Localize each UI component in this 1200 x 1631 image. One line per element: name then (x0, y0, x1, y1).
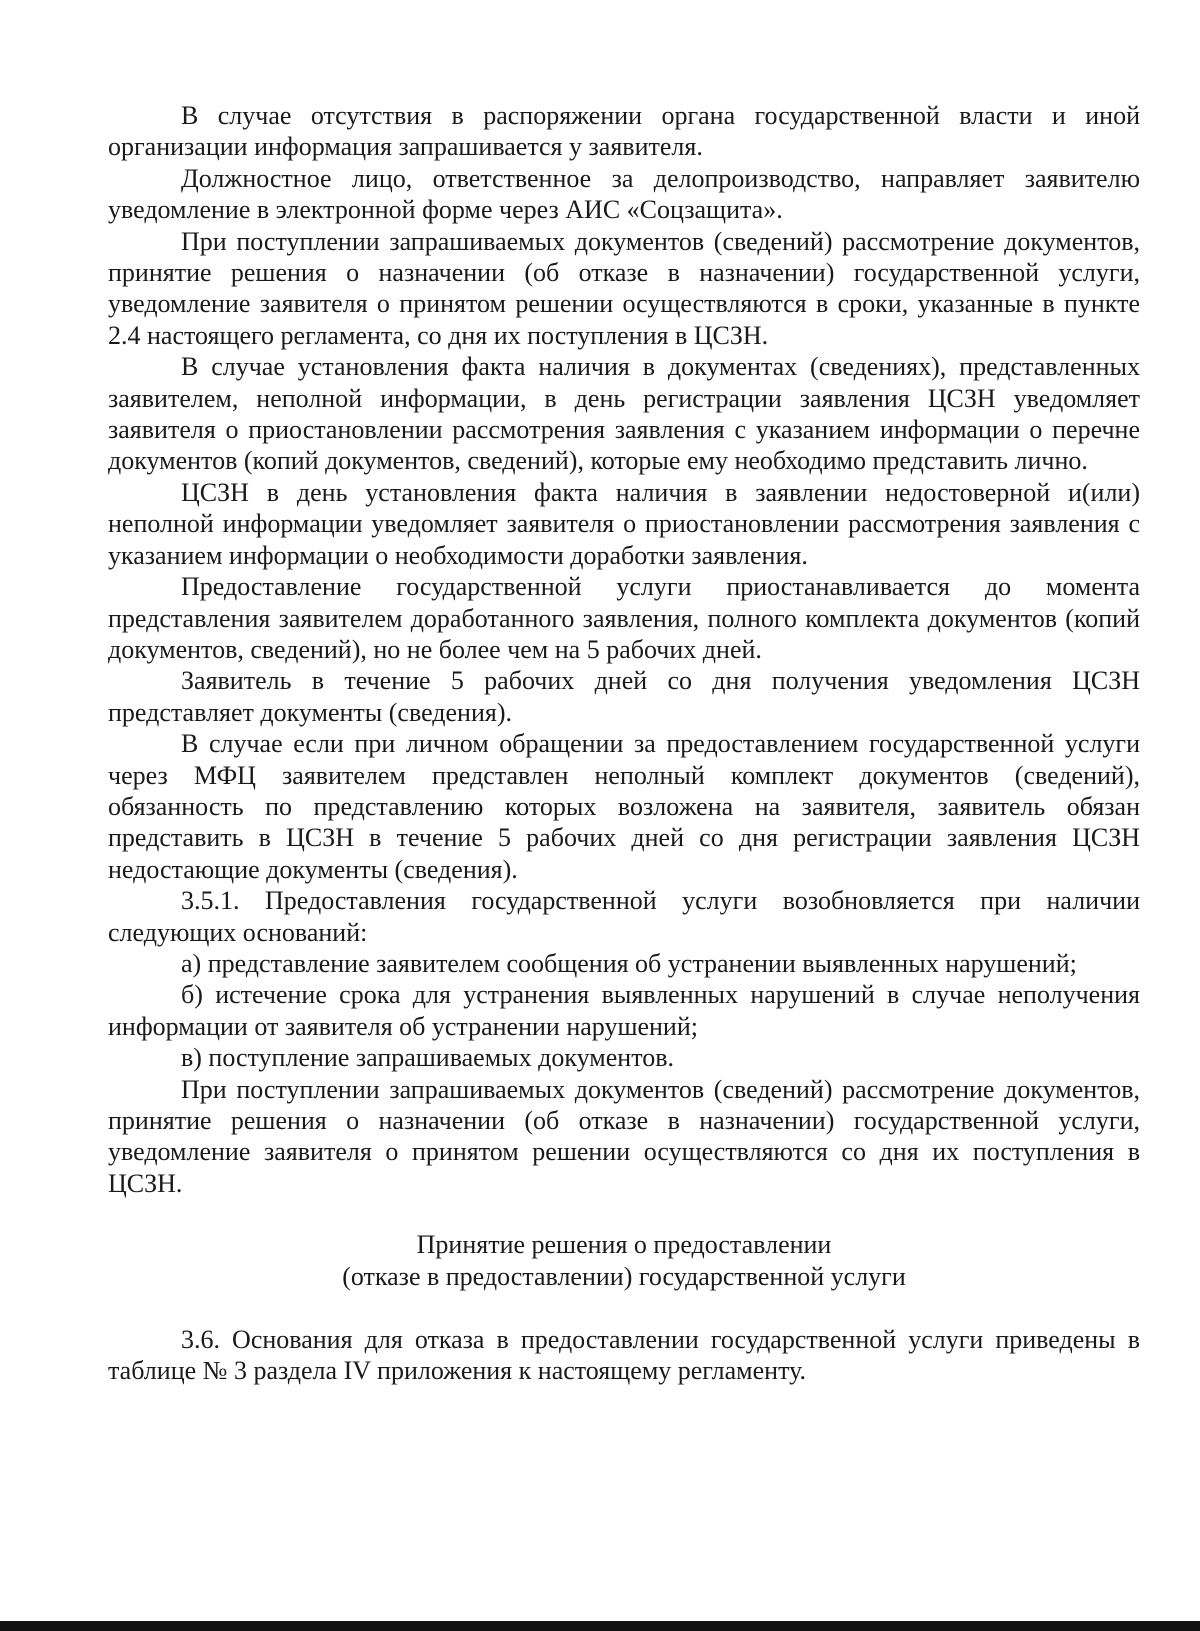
paragraph-official-notification: Должностное лицо, ответственное за делопроизводство, направляет заявителю уведомление в электронной форме через АИС «Соцзащита». (108, 163, 1140, 225)
paragraph-service-suspension: Предоставление государственной услуги приостанавливается до момента представления заявителем доработанного заявления, полного комплекта документов (копий документов, сведений), но не более чем на 5 рабочих дней. (108, 572, 1140, 664)
paragraph-applicant-deadline: Заявитель в течение 5 рабочих дней со дня получения уведомления ЦСЗН представляет документы (сведения). (108, 666, 1140, 727)
paragraph-documents-received-final: При поступлении запрашиваемых документов (сведений) рассмотрение документов, принятие решения о назначении (об отказе в назначении) государственной услуги, уведомление заявителя о принятом решении осуществляются со дня их поступления в ЦСЗН. (108, 1074, 1140, 1198)
list-item-c: в) поступление запрашиваемых документов. (181, 1043, 674, 1073)
document-body (108, 100, 1140, 1387)
paragraph-incomplete-info: В случае установления факта наличия в документах (сведениях), представленных заявителем, неполной информации, в день регистрации заявления ЦСЗН уведомляет заявителя о приостановлении рассмотрения заявления с указанием информации о перечне документов (копий документов, сведений), которые ему необходимо представить лично. (108, 352, 1140, 476)
paragraph-refusal-grounds: 3.6. Основания для отказа в предоставлении государственной услуги приведены в таблице № 3 раздела IV приложения к настоящему регламенту. (108, 1325, 1140, 1386)
paragraph-unreliable-info: ЦСЗН в день установления факта наличия в заявлении недостоверной и(или) неполной информации уведомляет заявителя о приостановлении рассмотрения заявления с указанием информации о необходимости доработки заявления. (108, 477, 1140, 570)
list-item-b: б) истечение срока для устранения выявленных нарушений в случае неполучения информации от заявителя об устранении нарушений; (108, 980, 1140, 1041)
scan-bottom-edge (0, 1621, 1200, 1631)
list-item-a: а) представление заявителем сообщения об устранении выявленных нарушений; (181, 948, 1077, 978)
paragraph-resumption-grounds: 3.5.1. Предоставления государственной услуги возобновляется при наличии следующих оснований: (108, 886, 1140, 947)
section-heading-line-2: (отказе в предоставлении) государственной услуги (342, 1261, 906, 1291)
section-heading (108, 1229, 1140, 1292)
paragraph-mfc-incomplete: В случае если при личном обращении за предоставлением государственной услуги через МФЦ заявителем представлен неполный комплект документов (сведений), обязанность по представлению которых возложена на заявителя, заявитель обязан представить в ЦСЗН в течение 5 рабочих дней со дня регистрации заявления ЦСЗН недостающие документы (сведения). (108, 729, 1140, 884)
paragraph-info-request: В случае отсутствия в распоряжении органа государственной власти и иной организации информация запрашивается у заявителя. (108, 101, 1140, 162)
paragraph-documents-received: При поступлении запрашиваемых документов (сведений) рассмотрение документов, принятие решения о назначении (об отказе в назначении) государственной услуги, уведомление заявителя о принятом решении осуществляются в сроки, указанные в пункте 2.4 настоящего регламента, со дня их поступления в ЦСЗН. (108, 226, 1140, 350)
section-heading-line-1: Принятие решения о предоставлении (416, 1230, 832, 1260)
